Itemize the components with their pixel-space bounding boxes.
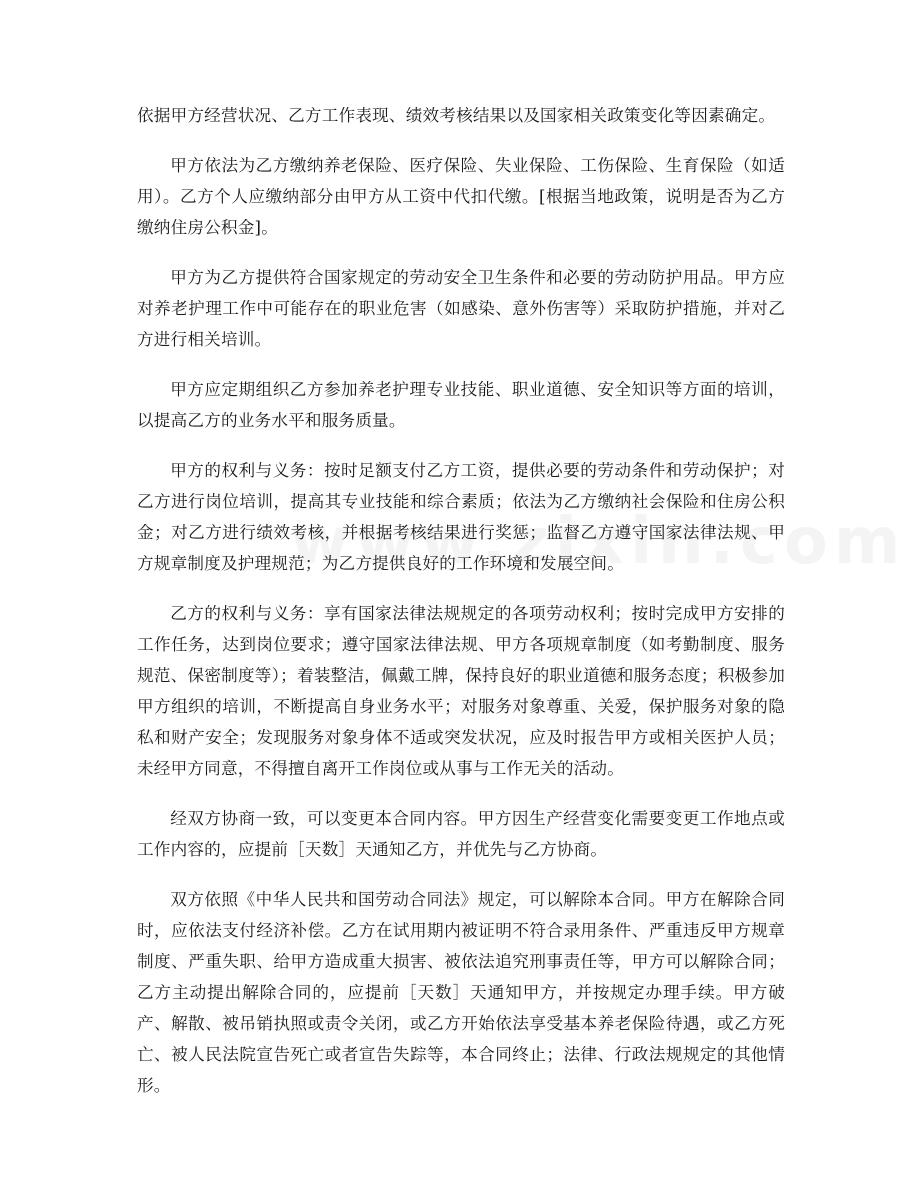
paragraph-party-a-rights: 甲方的权利与义务：按时足额支付乙方工资，提供必要的劳动条件和劳动保护；对乙方进行岗位培训，提高其专业技能和综合素质；依法为乙方缴纳社会保险和住房公积金；对乙方进行绩效考核，并根据考核结果进行奖惩；监督乙方遵守国家法律法规、甲方规章制度及护理规范；为乙方提供良好的工作环境和发展空间。 [137, 461, 785, 573]
paragraph-training: 甲方应定期组织乙方参加养老护理专业技能、职业道德、安全知识等方面的培训，以提高乙方的业务水平和服务质量。 [137, 380, 785, 430]
paragraph-party-b-rights: 乙方的权利与义务：享有国家法律法规规定的各项劳动权利；按时完成甲方安排的工作任务，达到岗位要求；遵守国家法律法规、甲方各项规章制度（如考勤制度、服务规范、保密制度等）；着装整洁，佩戴工牌，保持良好的职业道德和服务态度；积极参加甲方组织的培训，不断提高自身业务水平；对服务对象尊重、关爱，保护服务对象的隐私和财产安全；发现服务对象身体不适或突发状况，应及时报告甲方或相关医护人员；未经甲方同意，不得擅自离开工作岗位或从事与工作无关的活动。 [137, 604, 785, 778]
paragraph-salary-adjustment: 依据甲方经营状况、乙方工作表现、绩效考核结果以及国家相关政策变化等因素确定。 [137, 106, 776, 125]
paragraph-contract-termination: 双方依照《中华人民共和国劳动合同法》规定，可以解除本合同。甲方在解除合同时，应依法支付经济补偿。乙方在试用期内被证明不符合录用条件、严重违反甲方规章制度、严重失职、给甲方造成重大损害、被依法追究刑事责任等，甲方可以解除合同；乙方主动提出解除合同的，应提前［天数］天通知甲方，并按规定办理手续。甲方破产、解散、被吊销执照或责令关闭，或乙方开始依法享受基本养老保险待遇，或乙方死亡、被人民法院宣告死亡或者宣告失踪等，本合同终止；法律、行政法规规定的其他情形。 [137, 890, 785, 1095]
paragraph-social-insurance: 甲方依法为乙方缴纳养老保险、医疗保险、失业保险、工伤保险、生育保险（如适用）。乙方个人应缴纳部分由甲方从工资中代扣代缴。[根据当地政策，说明是否为乙方缴纳住房公积金]。 [137, 156, 785, 237]
paragraph-contract-change: 经双方协商一致，可以变更本合同内容。甲方因生产经营变化需要变更工作地点或工作内容的，应提前［天数］天通知乙方，并优先与乙方协商。 [137, 809, 785, 859]
paragraph-labor-protection: 甲方为乙方提供符合国家规定的劳动安全卫生条件和必要的劳动防护用品。甲方应对养老护理工作中可能存在的职业危害（如感染、意外伤害等）采取防护措施，并对乙方进行相关培训。 [137, 268, 785, 349]
document-body [137, 100, 785, 1120]
